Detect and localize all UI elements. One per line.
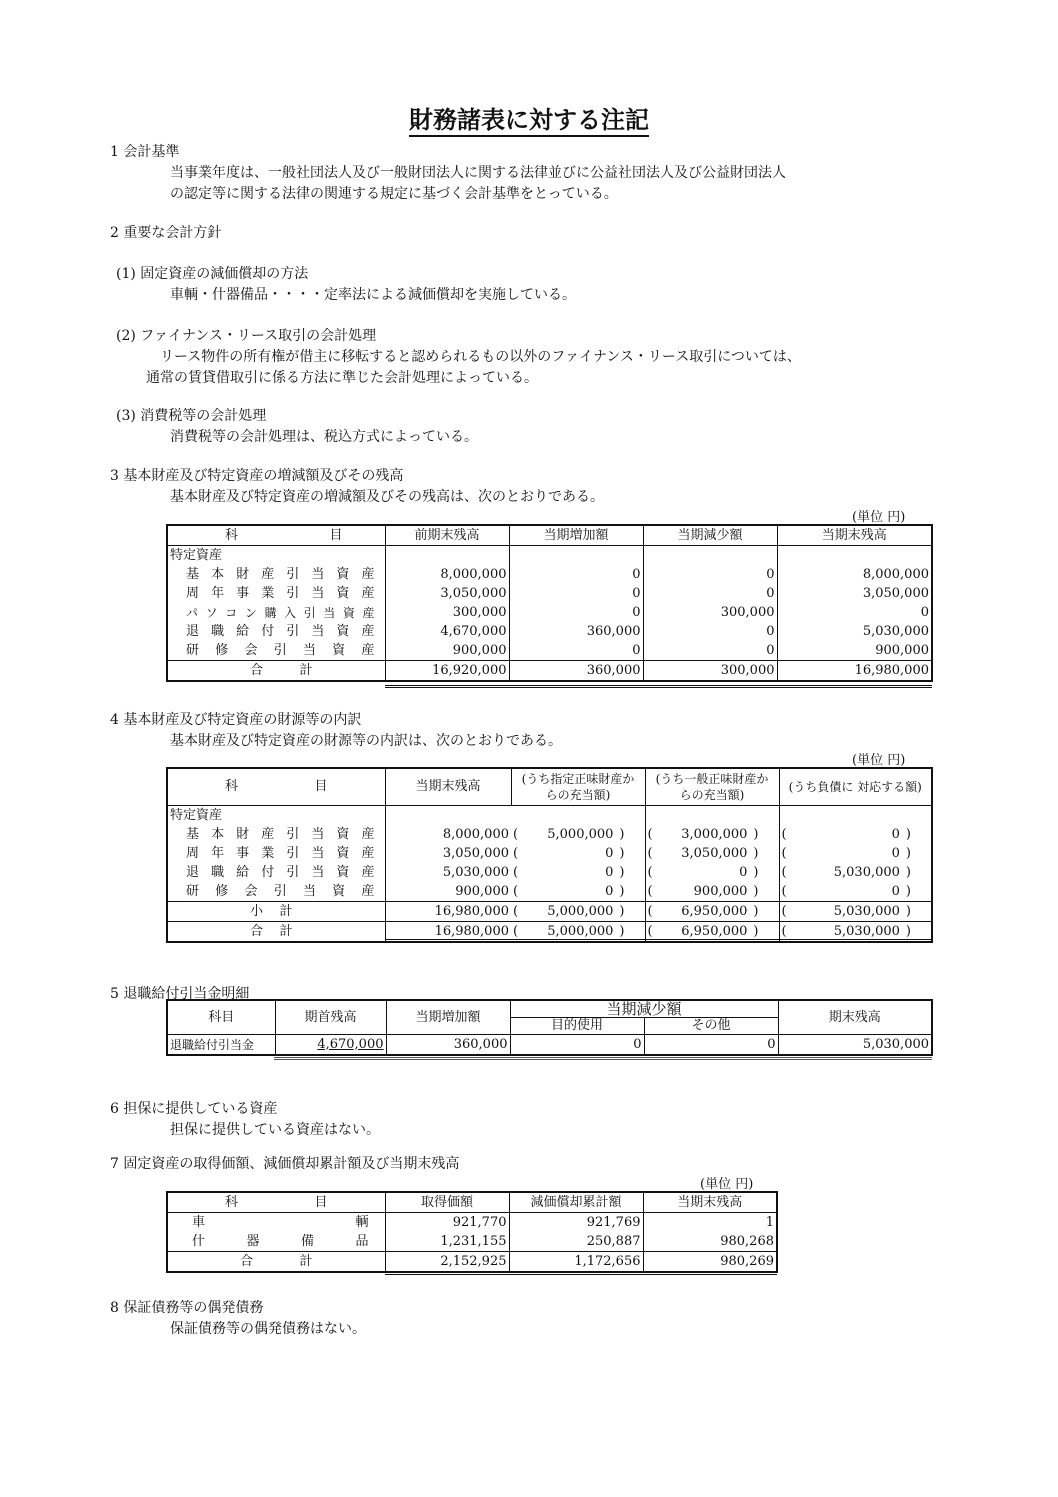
header-liabilities: (うち負債に 対応する額) [779,768,932,806]
header-subject: 科 目 [167,768,385,806]
section-8-heading: 8 保証債務等の偶発債務 [110,1300,264,1316]
section-1-heading: 1 会計基準 [110,144,180,160]
cell-designated [511,882,645,902]
total-depreciation: 1,172,656 [509,1252,643,1273]
row-label-char: 小 [250,903,264,919]
row-name-char: 会 [244,642,258,658]
row-name-char: 周 [186,845,200,861]
table-row [167,603,932,622]
paren-open: ( [781,903,787,919]
paren-open: ( [781,864,787,880]
row-name-char: 職 [211,623,225,639]
value: 5,030,000 [833,903,900,919]
cell-prev: 8,000,000 [385,565,509,584]
value: 5,000,000 [547,923,614,939]
row-name-char: 器 [246,1233,260,1249]
table-row [167,1232,777,1252]
header-subject: 科 目 [167,525,385,546]
row-name-char: 周 [186,585,200,601]
row-name-char: 資 [332,642,346,658]
paren-open: ( [781,845,787,861]
row-name-char: 資 [336,585,350,601]
row-name [167,863,385,882]
row-begin: 4,670,000 [275,1035,386,1056]
cell-depreciation: 250,887 [509,1232,643,1252]
paren-close: ) [905,883,911,899]
total-acquisition: 2,152,925 [385,1252,509,1273]
section-3-unit: (単位 円) [852,510,906,525]
table-4-sources [166,767,933,943]
row-name-char: 車 [192,1214,206,1230]
cell-increase: 0 [509,584,643,603]
row-name-char: 修 [215,642,229,658]
cell-increase: 0 [509,603,643,622]
row-name-char: 産 [361,826,375,842]
table-row [167,1035,932,1056]
paren-close: ) [753,845,759,861]
section-7-unit: (単位 円) [700,1177,754,1192]
table-row [167,882,932,902]
cell-general [645,902,779,922]
row-name-char: 財 [236,566,250,582]
row-name-char: ソ [205,605,218,620]
row-name-char: 産 [361,642,375,658]
cell-designated [511,863,645,882]
row-name-char: 輌 [355,1214,369,1230]
double-underline [385,939,932,942]
row-name-char: ン [244,605,257,620]
cell-designated [511,902,645,922]
row-name-char: 当 [311,845,325,861]
paren-open: ( [647,826,653,842]
paren-close: ) [619,923,625,939]
paren-open: ( [513,923,519,939]
cell-decrease: 0 [643,584,777,603]
row-end: 5,030,000 [778,1035,932,1056]
header-item: 科目 [167,1000,275,1035]
section-2-sub2-line1: リース物件の所有権が借主に移転すると認められるもの以外のファイナンス・リース取引については、 [160,349,801,365]
total-label: 合 計 [167,1252,385,1273]
row-name-char: 購 [264,605,277,620]
section-2-sub2-heading: (2) ファイナンス・リース取引の会計処理 [116,328,377,344]
value: 0 [605,864,614,880]
row-name-char: 引 [286,845,300,861]
value: 3,000,000 [681,826,748,842]
row-name [167,1213,385,1233]
row-name-char: 什 [192,1233,206,1249]
row-name-char: 引 [273,883,287,899]
table-row [167,863,932,882]
value: 900,000 [693,883,748,899]
row-name-char: 当 [311,826,325,842]
row-name-char: 資 [342,605,355,620]
cell-decrease: 300,000 [643,603,777,622]
total-label: 合 計 [167,661,385,682]
row-name [167,603,385,622]
cell-depreciation: 921,769 [509,1213,643,1233]
double-underline [385,1272,777,1275]
cell-general [645,863,779,882]
paren-close: ) [753,923,759,939]
row-name-char: 当 [311,623,325,639]
section-4-heading: 4 基本財産及び特定資産の財源等の内訳 [110,712,362,728]
header-end: 期末残高 [778,1000,932,1035]
row-label-char: 計 [279,903,293,919]
table-7-fixed-assets [166,1191,778,1273]
row-name-char: 給 [236,623,250,639]
cell-end-balance: 3,050,000 [385,844,511,863]
row-name-char: 引 [286,864,300,880]
value: 5,000,000 [547,903,614,919]
row-increase: 360,000 [386,1035,510,1056]
value: 0 [891,883,900,899]
cell-liabilities [779,844,932,863]
row-name-char: 修 [215,883,229,899]
header-end-balance: 当期末残高 [643,1192,777,1213]
header-decrease: 当期減少額 [510,1000,778,1018]
page-title: 財務諸表に対する注記 [0,100,1058,135]
cell-liabilities [779,863,932,882]
paren-close: ) [619,903,625,919]
row-name-char: 年 [211,845,225,861]
cell-end-balance: 16,980,000 [385,902,511,922]
section-1-text-line2: の認定等に関する法律の関連する規定に基づく会計基準をとっている。 [170,186,618,202]
row-other: 0 [644,1035,778,1056]
section-2-sub1-text: 車輌・什器備品・・・・定率法による減価償却を実施している。 [170,287,576,303]
double-underline [274,1057,932,1060]
row-name-char: 引 [286,826,300,842]
row-name-char: 当 [311,864,325,880]
row-name [167,1232,385,1252]
paren-close: ) [753,864,759,880]
row-name-char: 資 [332,883,346,899]
row-name-char: 備 [300,1233,314,1249]
value: 5,000,000 [547,826,614,842]
row-name-char: 産 [361,623,375,639]
value: 6,950,000 [681,903,748,919]
row-name-char: 引 [273,642,287,658]
paren-open: ( [513,864,519,880]
table-row [167,565,932,584]
row-name-char: 産 [362,605,375,620]
paren-close: ) [753,903,759,919]
cell-liabilities [779,902,932,922]
paren-close: ) [905,826,911,842]
cell-acquisition: 1,231,155 [385,1232,509,1252]
paren-close: ) [753,826,759,842]
subtotal-row [167,902,932,922]
total-decrease: 300,000 [643,661,777,682]
section-2-sub3-text: 消費税等の会計処理は、税込方式によっている。 [170,429,478,445]
header-decrease: 当期減少額 [643,525,777,546]
row-name-char: 会 [244,883,258,899]
value: 5,030,000 [833,923,900,939]
paren-close: ) [905,903,911,919]
row-name-char: 事 [236,845,250,861]
row-name-char: 年 [211,585,225,601]
cell-end-balance: 16,980,000 [385,922,511,943]
row-name-char: 品 [355,1233,369,1249]
row-label [167,922,385,943]
row-name-char: 資 [336,623,350,639]
header-general: (うち一般正味財産からの充当額) [645,768,779,806]
row-purpose: 0 [510,1035,644,1056]
header-depreciation: 減価償却累計額 [509,1192,643,1213]
cell-prev: 4,670,000 [385,622,509,641]
row-name-char: 退 [186,864,200,880]
row-name-char: 研 [186,883,200,899]
cell-end-balance: 5,030,000 [385,863,511,882]
paren-open: ( [513,826,519,842]
row-name [167,882,385,902]
value: 0 [605,845,614,861]
cell-prev: 3,050,000 [385,584,509,603]
cell-decrease: 0 [643,641,777,661]
cell-end: 8,000,000 [777,565,932,584]
group-label: 特定資産 [170,547,223,563]
cell-acquisition: 921,770 [385,1213,509,1233]
header-purpose: 目的使用 [510,1018,644,1035]
row-name-char: 資 [336,566,350,582]
row-name-char: 本 [211,826,225,842]
row-name [167,622,385,641]
paren-close: ) [905,923,911,939]
section-3-heading: 3 基本財産及び特定資産の増減額及びその残高 [110,468,404,484]
row-name-char: 資 [336,864,350,880]
total-row [167,1252,777,1273]
paren-open: ( [781,923,787,939]
table-row [167,1213,777,1233]
section-5-heading: 5 退職給付引当金明細 [110,986,250,1002]
section-8-text: 保証債務等の偶発債務はない。 [170,1321,366,1337]
row-name-char: 当 [302,642,316,658]
cell-increase: 0 [509,641,643,661]
total-increase: 360,000 [509,661,643,682]
section-1-text-line1: 当事業年度は、一般社団法人及び一般財団法人に関する法律並びに公益社団法人及び公益財団法人 [170,165,786,181]
table-row [167,584,932,603]
row-name-char: パ [186,605,199,620]
cell-prev: 300,000 [385,603,509,622]
row-name-char: 産 [261,826,275,842]
row-name-char: 入 [284,605,297,620]
cell-designated [511,825,645,844]
row-name-char: 引 [286,585,300,601]
section-2-sub3-heading: (3) 消費税等の会計処理 [116,408,267,424]
row-name-char: 業 [261,585,275,601]
paren-close: ) [905,845,911,861]
value: 0 [739,864,748,880]
row-name [167,641,385,661]
section-6-heading: 6 担保に提供している資産 [110,1101,278,1117]
cell-liabilities [779,825,932,844]
header-increase: 当期増加額 [509,525,643,546]
paren-open: ( [513,903,519,919]
section-2-sub2-line2: 通常の賃貸借取引に係る方法に準じた会計処理によっている。 [146,370,538,386]
row-name-char: 引 [303,605,316,620]
group-label: 特定資産 [170,807,223,823]
paren-open: ( [513,883,519,899]
row-name-char: 産 [361,864,375,880]
row-name: 退職給付引当金 [170,1037,255,1052]
paren-open: ( [781,883,787,899]
cell-general [645,825,779,844]
section-3-text: 基本財産及び特定資産の増減額及びその残高は、次のとおりである。 [170,489,604,505]
total-row [167,661,932,682]
cell-end: 5,030,000 [777,622,932,641]
cell-designated [511,844,645,863]
cell-decrease: 0 [643,565,777,584]
row-name-char: 当 [323,605,336,620]
total-prev: 16,920,000 [385,661,509,682]
row-name-char: 給 [236,864,250,880]
table-row [167,622,932,641]
value: 5,030,000 [833,864,900,880]
value: 0 [891,826,900,842]
row-name [167,565,385,584]
paren-close: ) [619,845,625,861]
row-name-char: コ [225,605,238,620]
row-name-char: 産 [361,845,375,861]
row-name-char: 付 [261,623,275,639]
section-4-unit: (単位 円) [852,753,906,768]
section-2-sub1-heading: (1) 固定資産の減価償却の方法 [116,266,309,282]
header-end-balance: 当期末残高 [777,525,932,546]
row-name-char: 引 [286,623,300,639]
paren-open: ( [513,845,519,861]
section-6-text: 担保に提供している資産はない。 [170,1122,380,1138]
value: 6,950,000 [681,923,748,939]
paren-open: ( [647,883,653,899]
row-name-char: 当 [311,566,325,582]
paren-open: ( [647,923,653,939]
row-name-char: 産 [361,585,375,601]
cell-general [645,844,779,863]
double-underline [385,685,932,688]
cell-increase: 360,000 [509,622,643,641]
paren-open: ( [647,864,653,880]
cell-increase: 0 [509,565,643,584]
row-name-char: 財 [236,826,250,842]
row-name-char: 業 [261,845,275,861]
cell-end-balance: 900,000 [385,882,511,902]
cell-decrease: 0 [643,622,777,641]
total-end: 16,980,000 [777,661,932,682]
row-name-char: 事 [236,585,250,601]
row-label [167,902,385,922]
table-row [167,844,932,863]
cell-end: 980,268 [643,1232,777,1252]
row-name-char: 付 [261,864,275,880]
paren-close: ) [619,864,625,880]
row-name-char: 基 [186,826,200,842]
row-name-char: 当 [302,883,316,899]
row-name [167,844,385,863]
paren-close: ) [905,864,911,880]
row-name-char: 引 [286,566,300,582]
row-label-char: 合 [250,923,264,939]
header-end-balance: 当期末残高 [385,768,511,806]
paren-close: ) [619,883,625,899]
cell-end: 0 [777,603,932,622]
table-5-retirement [166,999,933,1056]
header-other: その他 [644,1018,778,1035]
row-name [167,584,385,603]
header-increase: 当期増加額 [386,1000,510,1035]
section-7-heading: 7 固定資産の取得価額、減価償却累計額及び当期末残高 [110,1156,460,1172]
cell-prev: 900,000 [385,641,509,661]
row-name-char: 資 [336,826,350,842]
paren-open: ( [647,845,653,861]
cell-end: 900,000 [777,641,932,661]
paren-close: ) [619,826,625,842]
cell-end-balance: 8,000,000 [385,825,511,844]
section-2-heading: 2 重要な会計方針 [110,225,222,241]
row-name-char: 産 [361,883,375,899]
row-label-char: 計 [279,923,293,939]
table-row [167,825,932,844]
value: 0 [891,845,900,861]
header-subject: 科 目 [167,1192,385,1213]
row-name-char: 基 [186,566,200,582]
header-acquisition: 取得価額 [385,1192,509,1213]
table-row [167,641,932,661]
row-name-char: 当 [311,585,325,601]
cell-end: 1 [643,1213,777,1233]
header-designated: (うち指定正味財産からの充当額) [511,768,645,806]
header-prev-balance: 前期末残高 [385,525,509,546]
row-name [167,825,385,844]
row-name-char: 退 [186,623,200,639]
row-name-char: 職 [211,864,225,880]
value: 3,050,000 [681,845,748,861]
section-4-text: 基本財産及び特定資産の財源等の内訳は、次のとおりである。 [170,733,562,749]
paren-open: ( [781,826,787,842]
row-name-char: 産 [361,566,375,582]
row-name-char: 本 [211,566,225,582]
paren-open: ( [647,903,653,919]
total-end: 980,269 [643,1252,777,1273]
header-begin: 期首残高 [275,1000,386,1035]
cell-end: 3,050,000 [777,584,932,603]
cell-liabilities [779,882,932,902]
value: 0 [605,883,614,899]
paren-close: ) [753,883,759,899]
row-name-char: 資 [336,845,350,861]
row-name-char: 研 [186,642,200,658]
cell-general [645,882,779,902]
table-3-changes [166,524,933,682]
row-name-char: 産 [261,566,275,582]
